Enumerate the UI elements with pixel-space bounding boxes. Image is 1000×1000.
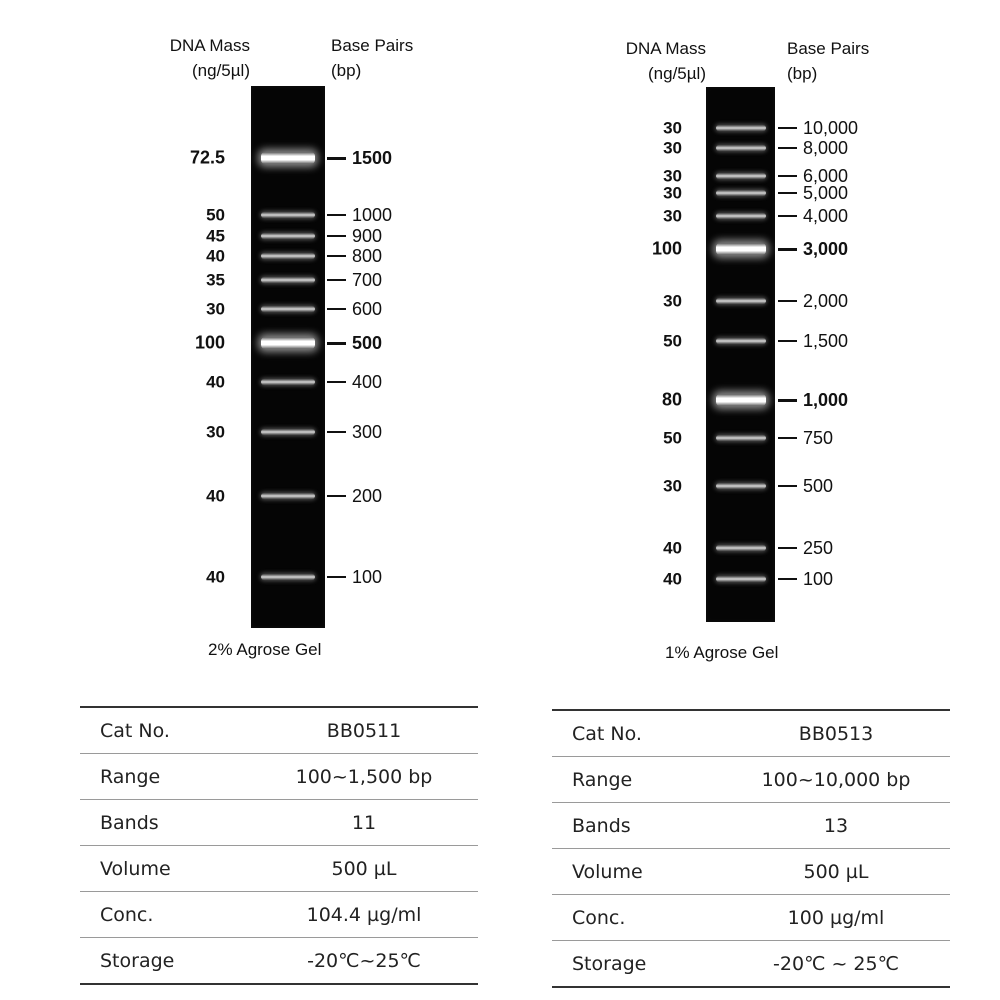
spec-value: 104.4 µg/ml bbox=[306, 903, 422, 926]
band-tick-mark bbox=[327, 279, 346, 281]
base-pairs-header bbox=[787, 36, 869, 86]
gel-band bbox=[261, 429, 315, 435]
band-bp-label bbox=[327, 334, 382, 352]
gel-band bbox=[716, 338, 766, 344]
band-bp-value: 1500 bbox=[352, 148, 393, 168]
spec-value: BB0511 bbox=[326, 719, 402, 742]
band-bp-label bbox=[778, 184, 848, 202]
gel-band bbox=[716, 394, 766, 406]
band-tick-mark bbox=[778, 437, 797, 439]
spec-value: 100 µg/ml bbox=[787, 906, 885, 929]
band-tick-mark bbox=[778, 300, 797, 302]
spec-key: Conc. bbox=[100, 903, 154, 926]
gel-band bbox=[261, 152, 315, 164]
band-tick-mark bbox=[327, 235, 346, 237]
gel-caption: 1% Agrose Gel bbox=[665, 643, 779, 662]
band-mass-label: 100 bbox=[651, 238, 682, 259]
band-mass-label: 80 bbox=[661, 389, 682, 410]
base-pairs-header-unit: (bp) bbox=[331, 61, 362, 80]
band-tick-mark bbox=[778, 578, 797, 580]
spec-key: Storage bbox=[572, 952, 647, 975]
base-pairs-header bbox=[331, 33, 413, 83]
band-bp-value: 500 bbox=[352, 333, 383, 353]
gel-band bbox=[261, 493, 315, 499]
spec-value: 500 µL bbox=[803, 860, 869, 883]
gel-band bbox=[716, 435, 766, 441]
band-bp-label bbox=[778, 570, 833, 588]
band-mass-label: 30 bbox=[206, 299, 225, 319]
band-bp-value: 2,000 bbox=[803, 291, 849, 311]
gel-band bbox=[716, 545, 766, 551]
base-pairs-header-title: Base Pairs bbox=[331, 36, 414, 55]
band-bp-label bbox=[327, 487, 382, 505]
gel-panel-1-percent bbox=[500, 0, 1000, 680]
band-tick-mark bbox=[778, 147, 797, 149]
spec-row bbox=[80, 892, 478, 938]
band-bp-label bbox=[327, 227, 382, 245]
spec-row bbox=[552, 803, 950, 849]
gel-band bbox=[716, 213, 766, 219]
band-bp-value: 8,000 bbox=[803, 138, 849, 158]
gel-band bbox=[261, 253, 315, 259]
band-bp-label bbox=[327, 423, 382, 441]
band-mass-label: 45 bbox=[206, 226, 225, 246]
band-bp-value: 750 bbox=[803, 428, 834, 448]
spec-row bbox=[552, 895, 950, 941]
gel-band bbox=[261, 306, 315, 312]
band-bp-label bbox=[778, 391, 848, 409]
gel-band bbox=[716, 125, 766, 131]
band-tick-mark bbox=[327, 157, 346, 160]
gel-band bbox=[716, 173, 766, 179]
band-bp-label bbox=[778, 539, 833, 557]
band-mass-label: 30 bbox=[663, 166, 682, 186]
spec-row bbox=[552, 757, 950, 803]
gel-band bbox=[261, 574, 315, 580]
band-tick-mark bbox=[327, 342, 346, 345]
band-tick-mark bbox=[327, 576, 346, 578]
band-mass-label: 30 bbox=[663, 291, 682, 311]
spec-key: Volume bbox=[572, 860, 643, 883]
band-tick-mark bbox=[778, 215, 797, 217]
band-mass-label: 40 bbox=[206, 567, 225, 587]
band-tick-mark bbox=[327, 495, 346, 497]
gel-band bbox=[261, 233, 315, 239]
band-bp-label bbox=[327, 300, 382, 318]
spec-value: 11 bbox=[351, 811, 377, 834]
gel-band bbox=[716, 298, 766, 304]
spec-row bbox=[80, 708, 478, 754]
spec-key: Range bbox=[100, 765, 161, 788]
band-tick-mark bbox=[778, 127, 797, 129]
spec-row bbox=[552, 849, 950, 895]
dna-mass-header-unit: (ng/5µl) bbox=[192, 61, 250, 80]
band-tick-mark bbox=[778, 340, 797, 342]
gel-band bbox=[716, 145, 766, 151]
band-mass-label: 100 bbox=[194, 332, 225, 353]
spec-table-bb0511 bbox=[80, 708, 478, 985]
band-tick-mark bbox=[778, 175, 797, 177]
band-bp-label bbox=[327, 373, 382, 391]
spec-value: BB0513 bbox=[798, 722, 874, 745]
spec-value: 100~10,000 bp bbox=[761, 768, 911, 791]
band-bp-value: 500 bbox=[803, 476, 834, 496]
spec-key: Range bbox=[572, 768, 633, 791]
spec-key: Cat No. bbox=[572, 722, 642, 745]
band-tick-mark bbox=[778, 248, 797, 251]
band-bp-value: 600 bbox=[352, 299, 383, 319]
band-tick-mark bbox=[778, 485, 797, 487]
spec-table-bb0513 bbox=[552, 711, 950, 988]
band-bp-value: 400 bbox=[352, 372, 383, 392]
spec-key: Volume bbox=[100, 857, 171, 880]
spec-key: Bands bbox=[100, 811, 159, 834]
base-pairs-header-unit: (bp) bbox=[787, 64, 818, 83]
spec-key: Bands bbox=[572, 814, 631, 837]
band-bp-value: 1000 bbox=[352, 205, 393, 225]
dna-mass-header bbox=[120, 33, 250, 83]
band-bp-value: 5,000 bbox=[803, 183, 849, 203]
band-tick-mark bbox=[327, 381, 346, 383]
dna-mass-header-title: DNA Mass bbox=[169, 36, 250, 55]
band-mass-label: 40 bbox=[663, 538, 682, 558]
spec-value: -20℃ ~ 25℃ bbox=[773, 952, 899, 975]
band-bp-value: 1,000 bbox=[803, 390, 849, 410]
band-tick-mark bbox=[778, 399, 797, 402]
band-bp-label bbox=[327, 271, 382, 289]
band-bp-value: 100 bbox=[803, 569, 834, 589]
band-bp-value: 1,500 bbox=[803, 331, 849, 351]
spec-row bbox=[552, 941, 950, 988]
band-mass-label: 50 bbox=[206, 205, 225, 225]
gel-panel-2-percent bbox=[0, 0, 500, 680]
band-bp-label bbox=[778, 332, 848, 350]
dna-mass-header-title: DNA Mass bbox=[625, 39, 706, 58]
band-bp-value: 800 bbox=[352, 246, 383, 266]
gel-band bbox=[716, 243, 766, 255]
band-mass-label: 50 bbox=[663, 428, 682, 448]
gel-band bbox=[261, 277, 315, 283]
spec-row bbox=[80, 938, 478, 985]
spec-row bbox=[80, 800, 478, 846]
band-mass-label: 30 bbox=[663, 118, 682, 138]
gel-band bbox=[261, 212, 315, 218]
gel-lane bbox=[706, 87, 775, 622]
spec-value: 500 µL bbox=[331, 857, 397, 880]
spec-key: Cat No. bbox=[100, 719, 170, 742]
band-bp-label bbox=[327, 568, 382, 586]
band-bp-label bbox=[778, 119, 858, 137]
band-bp-value: 10,000 bbox=[803, 118, 859, 138]
spec-key: Conc. bbox=[572, 906, 626, 929]
gel-lane bbox=[251, 86, 325, 628]
band-bp-value: 250 bbox=[803, 538, 834, 558]
gel-band bbox=[261, 379, 315, 385]
band-tick-mark bbox=[778, 192, 797, 194]
spec-value: 13 bbox=[823, 814, 849, 837]
band-mass-label: 30 bbox=[663, 476, 682, 496]
band-bp-label bbox=[778, 207, 848, 225]
band-mass-label: 30 bbox=[663, 183, 682, 203]
band-tick-mark bbox=[327, 214, 346, 216]
gel-caption: 2% Agrose Gel bbox=[208, 640, 322, 659]
base-pairs-header-title: Base Pairs bbox=[787, 39, 870, 58]
gel-band bbox=[261, 337, 315, 349]
band-bp-value: 3,000 bbox=[803, 239, 849, 259]
band-tick-mark bbox=[327, 308, 346, 310]
band-bp-value: 4,000 bbox=[803, 206, 849, 226]
spec-row bbox=[80, 846, 478, 892]
band-bp-label bbox=[778, 240, 848, 258]
band-bp-label bbox=[327, 206, 392, 224]
band-mass-label: 50 bbox=[663, 331, 682, 351]
spec-key: Storage bbox=[100, 949, 175, 972]
band-bp-label bbox=[778, 429, 833, 447]
band-bp-value: 100 bbox=[352, 567, 383, 587]
band-mass-label: 40 bbox=[206, 246, 225, 266]
spec-value: -20℃~25℃ bbox=[307, 949, 421, 972]
spec-value: 100~1,500 bp bbox=[295, 765, 433, 788]
band-bp-label bbox=[778, 477, 833, 495]
gel-band bbox=[716, 190, 766, 196]
band-mass-label: 30 bbox=[663, 206, 682, 226]
spec-row bbox=[80, 754, 478, 800]
band-tick-mark bbox=[778, 547, 797, 549]
band-mass-label: 72.5 bbox=[189, 147, 225, 168]
band-mass-label: 35 bbox=[206, 270, 225, 290]
spec-row bbox=[552, 711, 950, 757]
band-bp-value: 300 bbox=[352, 422, 383, 442]
band-mass-label: 40 bbox=[663, 569, 682, 589]
band-bp-label bbox=[778, 292, 848, 310]
band-mass-label: 40 bbox=[206, 486, 225, 506]
band-bp-label bbox=[327, 149, 392, 167]
band-tick-mark bbox=[327, 255, 346, 257]
gel-band bbox=[716, 576, 766, 582]
band-bp-label bbox=[327, 247, 382, 265]
band-mass-label: 40 bbox=[206, 372, 225, 392]
band-bp-value: 6,000 bbox=[803, 166, 849, 186]
band-bp-value: 900 bbox=[352, 226, 383, 246]
band-tick-mark bbox=[327, 431, 346, 433]
band-bp-label bbox=[778, 139, 848, 157]
band-bp-value: 200 bbox=[352, 486, 383, 506]
gel-band bbox=[716, 483, 766, 489]
band-mass-label: 30 bbox=[206, 422, 225, 442]
band-mass-label: 30 bbox=[663, 138, 682, 158]
dna-mass-header-unit: (ng/5µl) bbox=[648, 64, 706, 83]
band-bp-value: 700 bbox=[352, 270, 383, 290]
dna-mass-header bbox=[576, 36, 706, 86]
